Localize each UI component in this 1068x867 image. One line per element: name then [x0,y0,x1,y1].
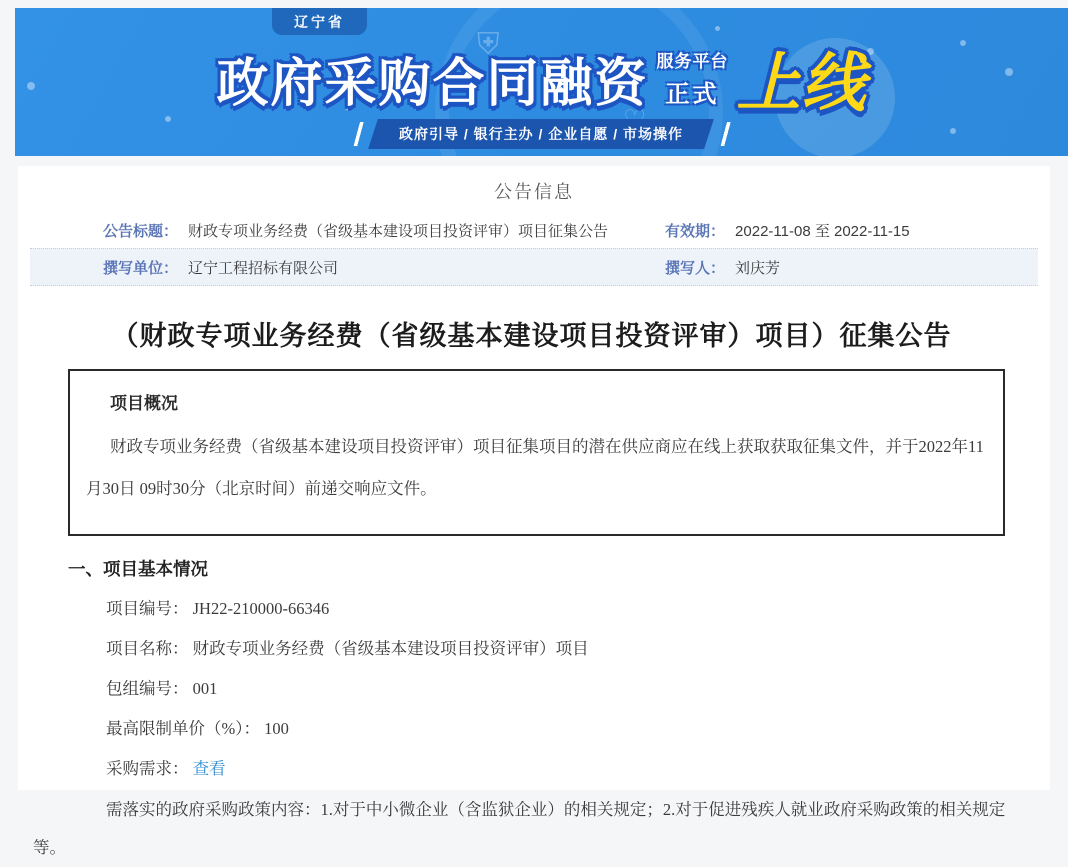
project-overview-heading: 项目概况 [110,394,178,413]
max-price-line [33,709,1030,749]
banner-main-title: 政府采购合同融资 [216,54,649,113]
section-basic-info-heading: 一、项目基本情况 [68,559,208,579]
province-tag-label: 辽宁省 [294,13,345,30]
slash-icon [718,122,732,146]
banner-subtitle-column [657,47,729,109]
banner-highlight-text: 上线 [736,47,867,119]
project-name-line [33,629,1030,669]
announcement-document [18,286,1050,867]
basic-info-list [33,589,1030,867]
valid-period-value: 2022-11-08 至 2022-11-15 [735,222,910,240]
banner-title-row [15,38,1068,118]
province-tag [272,8,367,35]
notice-info-row-writer [30,248,1038,286]
notice-title-cell [30,220,665,241]
view-demand-link[interactable]: 查看 [192,759,226,778]
policy-paragraph: 需落实的政府采购政策内容：1.对于中小微企业（含监狱企业）的相关规定；2.对于促进残疾人就业政府采购政策的相关规定等。 [33,800,1006,857]
notice-info-heading: 公告信息 [494,182,574,202]
procurement-demand-label: 采购需求： [106,759,189,778]
project-name-label: 项目名称： [106,639,189,658]
valid-period-label: 有效期： [665,222,726,240]
project-number-line [33,589,1030,629]
writer-value: 刘庆芳 [735,259,781,277]
procurement-demand-line [33,749,1030,789]
max-price-value: 100 [264,719,289,738]
shield-icon: ⛨ [477,28,500,61]
writing-unit-cell [30,257,665,278]
ribbon-body [369,119,715,149]
notice-title-value: 财政专项业务经费（省级基本建设项目投资评审）项目征集公告 [188,222,609,240]
project-overview-box [68,369,1005,536]
banner-subtitle-bottom: 正式 [665,81,720,108]
project-overview-body: 财政专项业务经费（省级基本建设项目投资评审）项目征集项目的潜在供应商应在线上获取获取征集文件，并于2022年11月30日 09时30分（北京时间）前递交响应文件。 [86,437,984,498]
content-panel [18,166,1050,857]
banner-subtitle-top: 服务平台 [656,52,729,71]
banner-ribbon [15,120,1068,148]
notice-title-label: 公告标题： [103,222,179,240]
writer-label: 撰写人： [665,259,726,277]
writer-cell [665,257,1038,278]
max-price-label: 最高限制单价（%）： [106,719,260,738]
writing-unit-label: 撰写单位： [103,259,179,277]
notice-info-row-title [30,212,1038,248]
package-number-value: 001 [192,679,218,698]
project-name-value: 财政专项业务经费（省级基本建设项目投资评审）项目 [192,639,589,658]
package-number-label: 包组编号： [106,679,189,698]
package-number-line [33,669,1030,709]
ribbon-label: 政府引导 / 银行主办 / 企业自愿 / 市场操作 [399,126,684,142]
valid-period-cell [665,220,1038,241]
notice-info-table [30,212,1038,286]
project-number-value: JH22-210000-66346 [192,599,330,618]
decor-dot [715,26,720,31]
project-number-label: 项目编号： [106,599,189,618]
document-title: （财政专项业务经费（省级基本建设项目投资评审）项目）征集公告 [111,321,952,351]
promo-banner[interactable] [15,8,1068,156]
slash-icon [351,122,365,146]
writing-unit-value: 辽宁工程招标有限公司 [188,259,339,277]
